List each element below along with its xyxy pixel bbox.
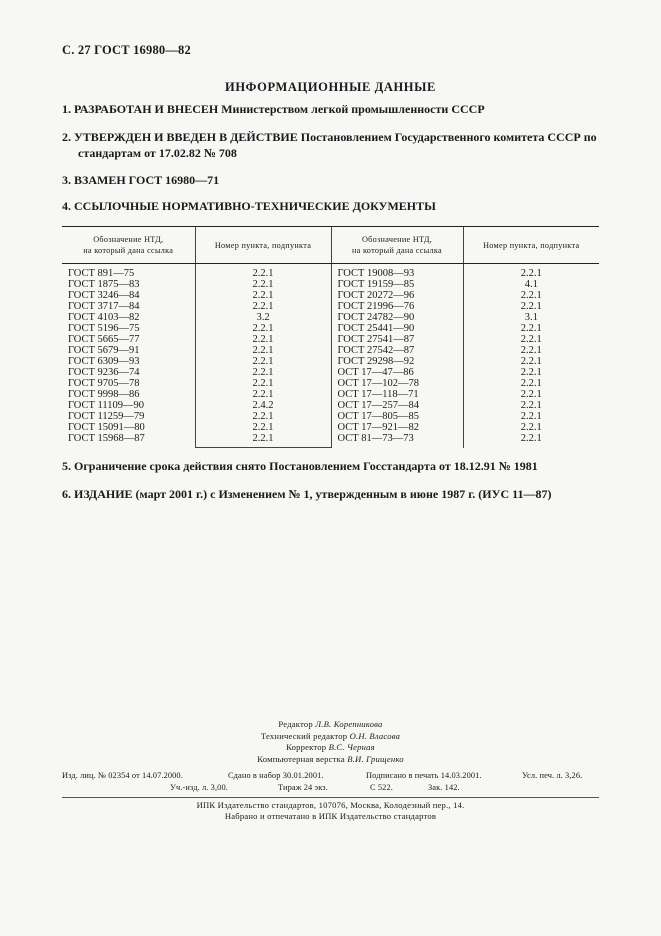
item-text: ВЗАМЕН ГОСТ 16980—71 <box>74 173 220 187</box>
designation-cell: ГОСТ 21996—76 <box>331 301 463 312</box>
footer-divider <box>62 797 599 798</box>
designation-cell: ГОСТ 11259—79 <box>68 411 145 422</box>
clause-cell: 2.2.1 <box>463 264 599 280</box>
clause-cell: 2.2.1 <box>463 290 599 301</box>
col-header-designation: Обозначение НТД, на который дана ссылка <box>331 227 463 264</box>
item-6 <box>62 486 602 503</box>
col-header-designation: Обозначение НТД, на который дана ссылка <box>62 227 195 264</box>
clause-cell: 2.2.1 <box>195 389 331 400</box>
designation-cell: ГОСТ 1875—83 <box>68 279 140 290</box>
designation-cell: ГОСТ 5679—91 <box>68 345 140 356</box>
credit-line: Редактор Л.В. Корепникова <box>278 719 383 729</box>
credit-line: Компьютерная верстка В.И. Грищенко <box>257 753 404 764</box>
item-number: 3. <box>62 173 71 187</box>
table-row <box>62 378 599 389</box>
print-run: Тираж 24 экз. <box>278 783 328 792</box>
typeset-date: Сдано в набор 30.01.2001. <box>228 771 324 780</box>
designation-cell: ГОСТ 27541—87 <box>331 334 463 345</box>
item-number: 6. <box>62 487 71 501</box>
designation-cell: ГОСТ 24782—90 <box>331 312 463 323</box>
footer-printer: Набрано и отпечатано в ИПК Издательство стандартов <box>224 811 437 821</box>
footer-publisher: ИПК Издательство стандартов, 107076, Москва, Колодезный пер., 14. <box>196 800 465 810</box>
page-header: С. 27 ГОСТ 16980—82 <box>62 43 191 57</box>
col-header-clause: Номер пункта, подпункта <box>463 227 599 264</box>
clause-cell: 2.2.1 <box>195 290 331 301</box>
clause-cell: 2.2.1 <box>463 433 599 448</box>
designation-cell: ОСТ 17—102—78 <box>331 378 463 389</box>
table-row <box>62 312 599 323</box>
item-number: 2. <box>62 130 71 144</box>
clause-cell: 3.2 <box>195 312 331 323</box>
item-2-continuation: стандартам от 17.02.82 № 708 <box>78 146 237 160</box>
clause-cell: 2.2.1 <box>463 356 599 367</box>
table-row <box>62 290 599 301</box>
designation-cell: ОСТ 17—257—84 <box>331 400 463 411</box>
clause-cell: 2.2.1 <box>195 422 331 433</box>
table-row <box>62 433 599 448</box>
item-4 <box>62 198 602 215</box>
designation-cell: ГОСТ 891—75 <box>68 268 135 279</box>
clause-cell: 2.2.1 <box>463 301 599 312</box>
designation-cell: ГОСТ 5665—77 <box>68 334 140 345</box>
clause-cell: 2.2.1 <box>463 389 599 400</box>
item-1 <box>62 101 602 118</box>
designation-cell: ГОСТ 6309—93 <box>68 356 140 367</box>
order-number: Зак. 142. <box>428 783 460 792</box>
designation-cell: ГОСТ 3717—84 <box>68 301 140 312</box>
designation-cell: ГОСТ 20272—96 <box>331 290 463 301</box>
table-row <box>62 422 599 433</box>
item-2 <box>62 129 602 146</box>
item-number: 5. <box>62 459 71 473</box>
designation-cell: ГОСТ 3246—84 <box>68 290 140 301</box>
designation-cell: ГОСТ 9705—78 <box>68 378 140 389</box>
print-sheets: Усл. печ. л. 3,26. <box>522 771 583 780</box>
item-5 <box>62 458 602 475</box>
clause-cell: 2.2.1 <box>195 411 331 422</box>
table-row <box>62 323 599 334</box>
clause-cell: 2.2.1 <box>195 301 331 312</box>
table-row <box>62 389 599 400</box>
designation-cell: ГОСТ 29298—92 <box>331 356 463 367</box>
table-row <box>62 345 599 356</box>
designation-cell: ГОСТ 4103—82 <box>68 312 140 323</box>
section-title: ИНФОРМАЦИОННЫЕ ДАННЫЕ <box>225 80 436 94</box>
col-header-clause: Номер пункта, подпункта <box>195 227 331 264</box>
clause-cell: 2.4.2 <box>195 400 331 411</box>
clause-cell: 2.2.1 <box>463 411 599 422</box>
designation-cell: ГОСТ 27542—87 <box>331 345 463 356</box>
designation-cell: ОСТ 81—73—73 <box>331 433 463 448</box>
clause-cell: 2.2.1 <box>463 400 599 411</box>
license-info: Изд. лиц. № 02354 от 14.07.2000. <box>62 771 183 780</box>
table-body <box>62 264 599 448</box>
table-row <box>62 279 599 290</box>
clause-cell: 2.2.1 <box>195 264 331 280</box>
clause-cell: 2.2.1 <box>463 345 599 356</box>
item-text: РАЗРАБОТАН И ВНЕСЕН Министерством легкой промышленности СССР <box>74 102 485 116</box>
publisher-sheets: Уч.-изд. л. 3,00. <box>170 783 228 792</box>
designation-cell: ГОСТ 11109—90 <box>68 400 145 411</box>
designation-cell: ГОСТ 19159—85 <box>331 279 463 290</box>
designation-cell: ОСТ 17—118—71 <box>331 389 463 400</box>
table-row <box>62 264 599 280</box>
reference-documents-table <box>62 226 599 448</box>
item-number: 4. <box>62 199 71 213</box>
credit-line: Корректор В.С. Черная <box>286 742 375 752</box>
clause-cell: 2.2.1 <box>463 378 599 389</box>
item-number: 1. <box>62 102 71 116</box>
clause-cell: 2.2.1 <box>195 279 331 290</box>
designation-cell: ГОСТ 9236—74 <box>68 367 140 378</box>
clause-cell: 2.2.1 <box>195 433 331 448</box>
clause-cell: 2.2.1 <box>195 367 331 378</box>
credit-line: Технический редактор О.Н. Власова <box>260 730 401 741</box>
print-code: С 522. <box>370 783 393 792</box>
item-3 <box>62 172 602 189</box>
clause-cell: 2.2.1 <box>463 334 599 345</box>
item-text: УТВЕРЖДЕН И ВВЕДЕН В ДЕЙСТВИЕ Постановлением Государственного комитета СССР по <box>74 130 597 144</box>
clause-cell: 2.2.1 <box>463 422 599 433</box>
item-text: ИЗДАНИЕ (март 2001 г.) с Изменением № 1, утвержденным в июне 1987 г. (ИУС 11—87) <box>74 487 552 501</box>
clause-cell: 2.2.1 <box>195 345 331 356</box>
table-row <box>62 367 599 378</box>
designation-cell: ГОСТ 9998—86 <box>68 389 140 400</box>
table-row <box>62 356 599 367</box>
designation-cell: ОСТ 17—47—86 <box>331 367 463 378</box>
designation-cell: ГОСТ 15091—80 <box>68 422 145 433</box>
designation-cell: ГОСТ 5196—75 <box>68 323 140 334</box>
table-row <box>62 334 599 345</box>
table-header-row <box>62 227 599 264</box>
clause-cell: 2.2.1 <box>195 323 331 334</box>
table-row <box>62 400 599 411</box>
clause-cell: 2.2.1 <box>195 378 331 389</box>
clause-cell: 2.2.1 <box>463 323 599 334</box>
designation-cell: ГОСТ 25441—90 <box>331 323 463 334</box>
credits-block <box>0 719 661 765</box>
clause-cell: 3.1 <box>463 312 599 323</box>
print-sign-date: Подписано в печать 14.03.2001. <box>366 771 482 780</box>
table-row <box>62 411 599 422</box>
clause-cell: 4.1 <box>463 279 599 290</box>
designation-cell: ГОСТ 19008—93 <box>331 264 463 280</box>
clause-cell: 2.2.1 <box>195 334 331 345</box>
designation-cell: ГОСТ 15968—87 <box>68 433 145 445</box>
designation-cell: ОСТ 17—921—82 <box>331 422 463 433</box>
clause-cell: 2.2.1 <box>463 367 599 378</box>
item-text: ССЫЛОЧНЫЕ НОРМАТИВНО-ТЕХНИЧЕСКИЕ ДОКУМЕНТЫ <box>74 199 436 213</box>
designation-cell: ОСТ 17—805—85 <box>331 411 463 422</box>
clause-cell: 2.2.1 <box>195 356 331 367</box>
table-row <box>62 301 599 312</box>
item-text: Ограничение срока действия снято Постановлением Госстандарта от 18.12.91 № 1981 <box>74 459 538 473</box>
